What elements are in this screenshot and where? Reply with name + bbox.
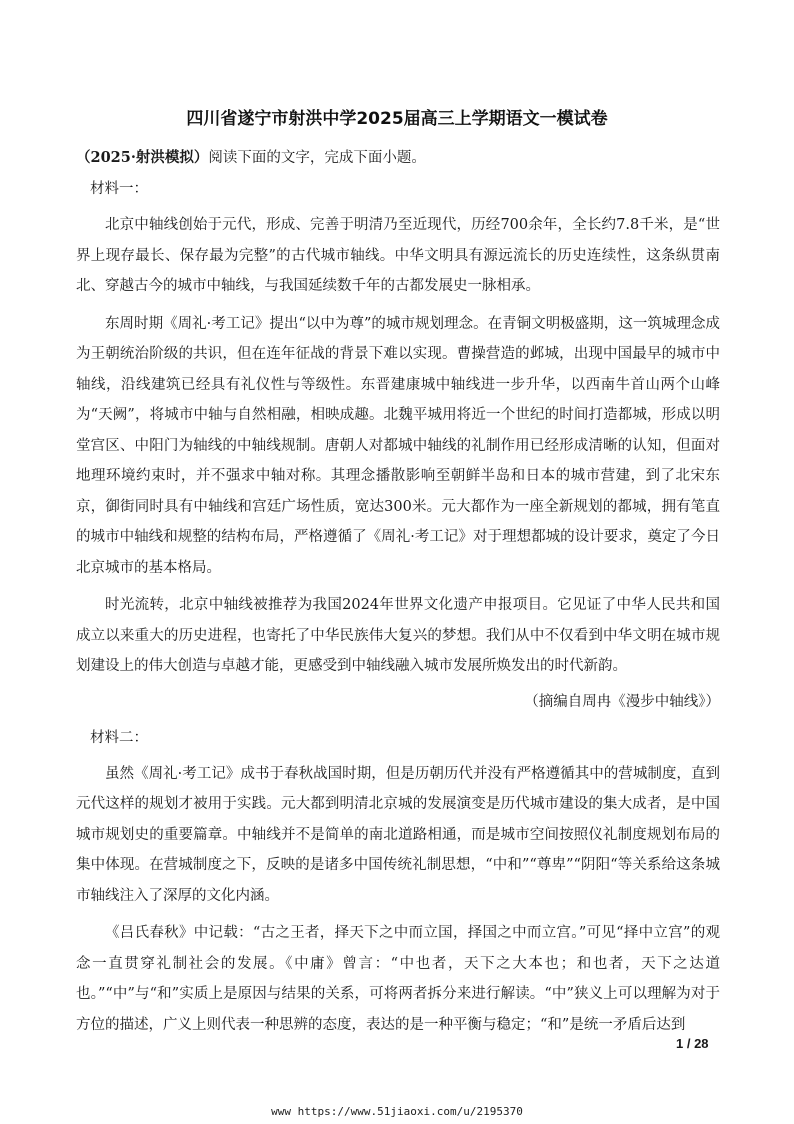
reading-passage bbox=[76, 176, 720, 1047]
material-1-paragraph: 北京中轴线创始于元代，形成、完善于明清乃至近现代，历经700余年，全长约7.8千米，是“世界上现存最长、保存最为完整”的古代城市轴线。中华文明具有源远流长的历史连续性，这条纵贯南北、穿越古今的城市中轴线，与我国延续数千年的古都发展史一脉相承。 bbox=[76, 217, 720, 294]
material-2-paragraph: 虽然《周礼·考工记》成书于春秋战国时期，但是历朝历代并没有严格遵循其中的营城制度，直到元代这样的规划才被用于实践。元大都到明清北京城的发展演变是历代城市建设的集大成者，是中国城市规划史的重要篇章。中轴线并不是简单的南北道路相通，而是城市空间按照仪礼制度规划布局的集中体现。在营城制度之下，反映的是诸多中国传统礼制思想，“中和”“尊卑”“阴阳“等关系给这条城市轴线注入了深厚的文化内涵。 bbox=[76, 765, 720, 904]
page-number: 1 / 28 bbox=[676, 1036, 709, 1051]
material-1-paragraph: 东周时期《周礼·考工记》提出“以中为尊”的城市规划理念。在青铜文明极盛期，这一筑城理念成为王朝统治阶级的共识，但在连年征战的背景下难以实现。曹操营造的邺城，出现中国最早的城市中轴线，沿线建筑已经具有礼仪性与等级性。东晋建康城中轴线进一步升华，以西南牛首山两个山峰为“天阙”，将城市中轴与自然相融，相映成趣。北魏平城用将近一个世纪的时间打造都城，形成以明堂宫区、中阳门为轴线的中轴线规制。唐朝人对都城中轴线的礼制作用已经形成清晰的认知，但面对地理环境约束时，并不强求中轴对称。其理念播散影响至朝鲜半岛和日本的城市营建，到了北宋东京，御街同时具有中轴线和宫廷广场性质，宽达300米。元大都作为一座全新规划的都城，拥有笔直的城市中轴线和规整的结构布局，严格遵循了《周礼·考工记》对于理想都城的设计要求，奠定了今日北京城市的基本格局。 bbox=[76, 315, 720, 576]
material-2-paragraph: 《吕氏春秋》中记载：“古之王者，择天下之中而立国，择国之中而立宫。”可见“择中立宫”的观念一直贯穿礼制社会的发展。《中庸》曾言：“中也者，天下之大本也；和也者，天下之达道也。”“中”与“和”实质上是原因与结果的关系，可将两者拆分来进行解读。“中”狭义上可以理解为对于方位的描述，广义上则代表一种思辨的态度，表达的是一种平衡与稳定；“和”是统一矛盾后达到 bbox=[76, 925, 720, 1033]
instruction-text: 阅读下面的文字，完成下面小题。 bbox=[208, 150, 426, 166]
question-intro bbox=[76, 146, 726, 170]
document-title: 四川省遂宁市射洪中学2025届高三上学期语文一模试卷 bbox=[186, 109, 608, 129]
footer-link[interactable]: www https://www.51jiaoxi.com/u/2195370 bbox=[271, 1105, 523, 1118]
material-2-label: 材料二： bbox=[90, 729, 148, 746]
source-tag: （2025·射洪模拟） bbox=[76, 149, 209, 166]
material-1-source: （摘编自周冉《漫步中轴线》） bbox=[524, 693, 720, 710]
material-1-label: 材料一： bbox=[90, 181, 148, 197]
material-1-paragraph: 时光流转，北京中轴线被推荐为我国2024年世界文化遗产申报项目。它见证了中华人民共和国成立以来重大的历史进程，也寄托了中华民族伟大复兴的梦想。我们从中不仅看到中华文明在城市规划建设上的伟大创造与卓越才能，更感受到中轴线融入城市发展所焕发出的时代新韵。 bbox=[76, 597, 720, 674]
